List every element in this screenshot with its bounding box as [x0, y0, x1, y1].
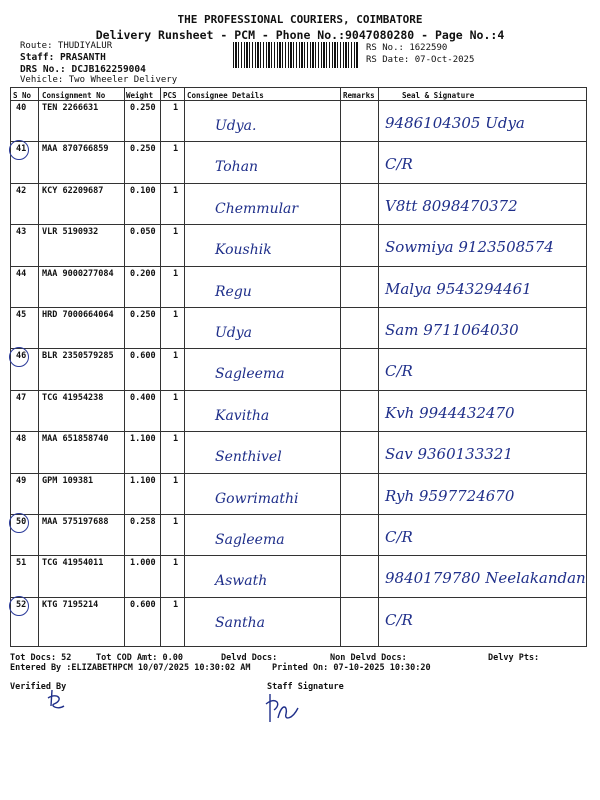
row-weight: 0.258: [130, 517, 156, 527]
col-divider: [160, 87, 161, 647]
row-circle-mark: [9, 596, 29, 616]
printed-on: Printed On: 07-10-2025 10:30:20: [272, 663, 431, 673]
tot-cod-amt: Tot COD Amt: 0.00: [96, 653, 183, 663]
row-consignee-handwriting: Udya: [215, 325, 253, 341]
row-seal-signature: 9840179780 Neelakandan: [385, 569, 586, 588]
row-weight: 0.600: [130, 599, 156, 610]
col-weight: Weight: [126, 91, 154, 100]
row-divider: [10, 141, 587, 142]
row-divider: [10, 390, 587, 391]
row-weight: 0.600: [130, 351, 156, 362]
row-divider: [10, 555, 587, 556]
row-divider: [10, 597, 587, 598]
row-serial-number: 52: [16, 599, 27, 610]
row-pcs: 1: [173, 310, 179, 320]
runsheet-subtitle: Delivery Runsheet - PCM - Phone No.:9047080280 - Page No.:4: [95, 28, 505, 42]
row-weight: 1.100: [130, 434, 156, 445]
row-consignee-handwriting: Tohan: [215, 159, 259, 176]
row-consignment-number: MAA 575197688: [42, 517, 109, 527]
row-serial-number: 50: [16, 517, 27, 527]
row-weight: 0.100: [130, 185, 156, 196]
row-consignee-handwriting: Regu: [215, 283, 252, 300]
col-divider: [378, 87, 379, 647]
row-consignment-number: TEN 2266631: [42, 103, 99, 113]
staff-signature-label: Staff Signature: [267, 682, 344, 692]
verifier-signature: [44, 688, 70, 712]
row-serial-number: 48: [16, 434, 27, 445]
row-pcs: 1: [173, 185, 179, 196]
row-seal-signature: C/R: [385, 362, 413, 381]
row-consignee-handwriting: Sagleema: [215, 366, 285, 383]
row-weight: 0.250: [130, 310, 156, 320]
row-serial-number: 42: [16, 185, 27, 196]
row-pcs: 1: [173, 434, 179, 445]
row-serial-number: 40: [16, 103, 27, 113]
row-divider: [10, 266, 587, 267]
row-seal-signature: Ryh 9597724670: [385, 486, 515, 505]
row-divider: [10, 473, 587, 474]
col-consignment: Consignment No: [42, 91, 106, 100]
row-consignment-number: TCG 41954011: [42, 558, 104, 569]
row-divider: [10, 348, 587, 349]
staff-handwritten-signature: [264, 690, 304, 726]
row-seal-signature: Sav 9360133321: [385, 445, 513, 464]
row-consignment-number: KTG 7195214: [42, 599, 99, 610]
row-consignee-handwriting: Kavitha: [215, 407, 270, 424]
non-delvd-docs: Non Delvd Docs:: [330, 653, 407, 663]
row-weight: 1.000: [130, 558, 156, 569]
row-consignee-handwriting: Santha: [215, 614, 265, 631]
row-pcs: 1: [173, 599, 179, 610]
vehicle: Vehicle: Two Wheeler Delivery: [20, 75, 178, 85]
col-divider: [340, 87, 341, 647]
row-consignee-handwriting: Koushik: [215, 242, 272, 259]
row-consignee-handwriting: Aswath: [215, 573, 268, 590]
drs-number: DRS No.: DCJB162259004: [20, 64, 146, 75]
tot-docs: Tot Docs: 52: [10, 653, 72, 663]
row-pcs: 1: [173, 475, 179, 486]
row-seal-signature: V8tt 8098470372: [385, 196, 518, 215]
row-weight: 0.050: [130, 227, 156, 238]
row-consignment-number: KCY 62209687: [42, 185, 104, 196]
row-consignee-handwriting: Senthivel: [215, 449, 282, 466]
row-serial-number: 43: [16, 227, 27, 238]
row-pcs: 1: [173, 558, 179, 569]
company-title: THE PROFESSIONAL COURIERS, COIMBATORE: [177, 13, 423, 26]
col-divider: [124, 87, 125, 647]
verified-by-label: Verified By: [10, 682, 67, 692]
row-serial-number: 44: [16, 268, 27, 279]
col-pcs: PCS: [163, 91, 177, 100]
row-consignment-number: MAA 9000277084: [42, 268, 114, 279]
row-weight: 1.100: [130, 475, 156, 486]
row-divider: [10, 183, 587, 184]
row-consignment-number: BLR 2350579285: [42, 351, 114, 362]
row-consignment-number: VLR 5190932: [42, 227, 99, 238]
delvy-pts: Delvy Pts:: [488, 653, 540, 663]
row-seal-signature: C/R: [385, 610, 413, 629]
row-pcs: 1: [173, 144, 179, 155]
delvd-docs: Delvd Docs:: [221, 653, 278, 663]
row-pcs: 1: [173, 392, 179, 403]
row-weight: 0.250: [130, 103, 156, 113]
row-divider: [10, 514, 587, 515]
row-pcs: 1: [173, 517, 179, 527]
row-pcs: 1: [173, 103, 179, 113]
row-serial-number: 51: [16, 558, 27, 569]
row-weight: 0.200: [130, 268, 156, 279]
row-consignment-number: MAA 870766859: [42, 144, 109, 155]
row-serial-number: 45: [16, 310, 27, 320]
row-seal-signature: Sowmiya 9123508574: [385, 238, 554, 257]
col-seal-signature: Seal & Signature: [402, 91, 475, 100]
row-divider: [10, 431, 587, 432]
route: Route: THUDIYALUR: [20, 41, 113, 51]
row-pcs: 1: [173, 268, 179, 279]
row-consignee-handwriting: Gowrimathi: [215, 490, 299, 507]
row-divider: [10, 224, 587, 225]
row-pcs: 1: [173, 351, 179, 362]
row-divider: [10, 307, 587, 308]
row-serial-number: 49: [16, 475, 27, 486]
barcode: [233, 42, 359, 68]
row-seal-signature: Malya 9543294461: [385, 279, 532, 298]
rs-number: RS No.: 1622590: [366, 43, 448, 53]
row-seal-signature: C/R: [385, 155, 413, 174]
row-consignment-number: GPM 109381: [42, 475, 94, 486]
row-consignment-number: TCG 41954238: [42, 392, 104, 403]
col-divider: [184, 87, 185, 647]
staff: Staff: PRASANTH: [20, 52, 106, 63]
rs-date: RS Date: 07-Oct-2025: [366, 55, 475, 65]
col-consignee: Consignee Details: [187, 91, 264, 100]
row-consignment-number: HRD 7000664064: [42, 310, 114, 320]
row-weight: 0.250: [130, 144, 156, 155]
row-seal-signature: 9486104305 Udya: [385, 114, 525, 132]
row-circle-mark: [9, 513, 29, 533]
row-pcs: 1: [173, 227, 179, 238]
entered-by: Entered By :ELIZABETHPCM 10/07/2025 10:30:02 AM: [10, 663, 251, 673]
col-sno: S No: [13, 91, 32, 100]
row-seal-signature: Kvh 9944432470: [385, 403, 515, 422]
col-divider: [38, 87, 39, 647]
row-weight: 0.400: [130, 392, 156, 403]
row-consignee-handwriting: Chemmular: [215, 200, 299, 217]
row-seal-signature: Sam 9711064030: [385, 321, 519, 339]
row-consignee-handwriting: Sagleema: [215, 532, 285, 548]
row-consignment-number: MAA 651858740: [42, 434, 109, 445]
col-remarks: Remarks: [343, 91, 375, 100]
header-divider: [10, 100, 587, 101]
row-consignee-handwriting: Udya.: [215, 118, 257, 134]
row-serial-number: 46: [16, 351, 27, 362]
row-seal-signature: C/R: [385, 528, 413, 546]
row-serial-number: 41: [16, 144, 27, 155]
row-serial-number: 47: [16, 392, 27, 403]
